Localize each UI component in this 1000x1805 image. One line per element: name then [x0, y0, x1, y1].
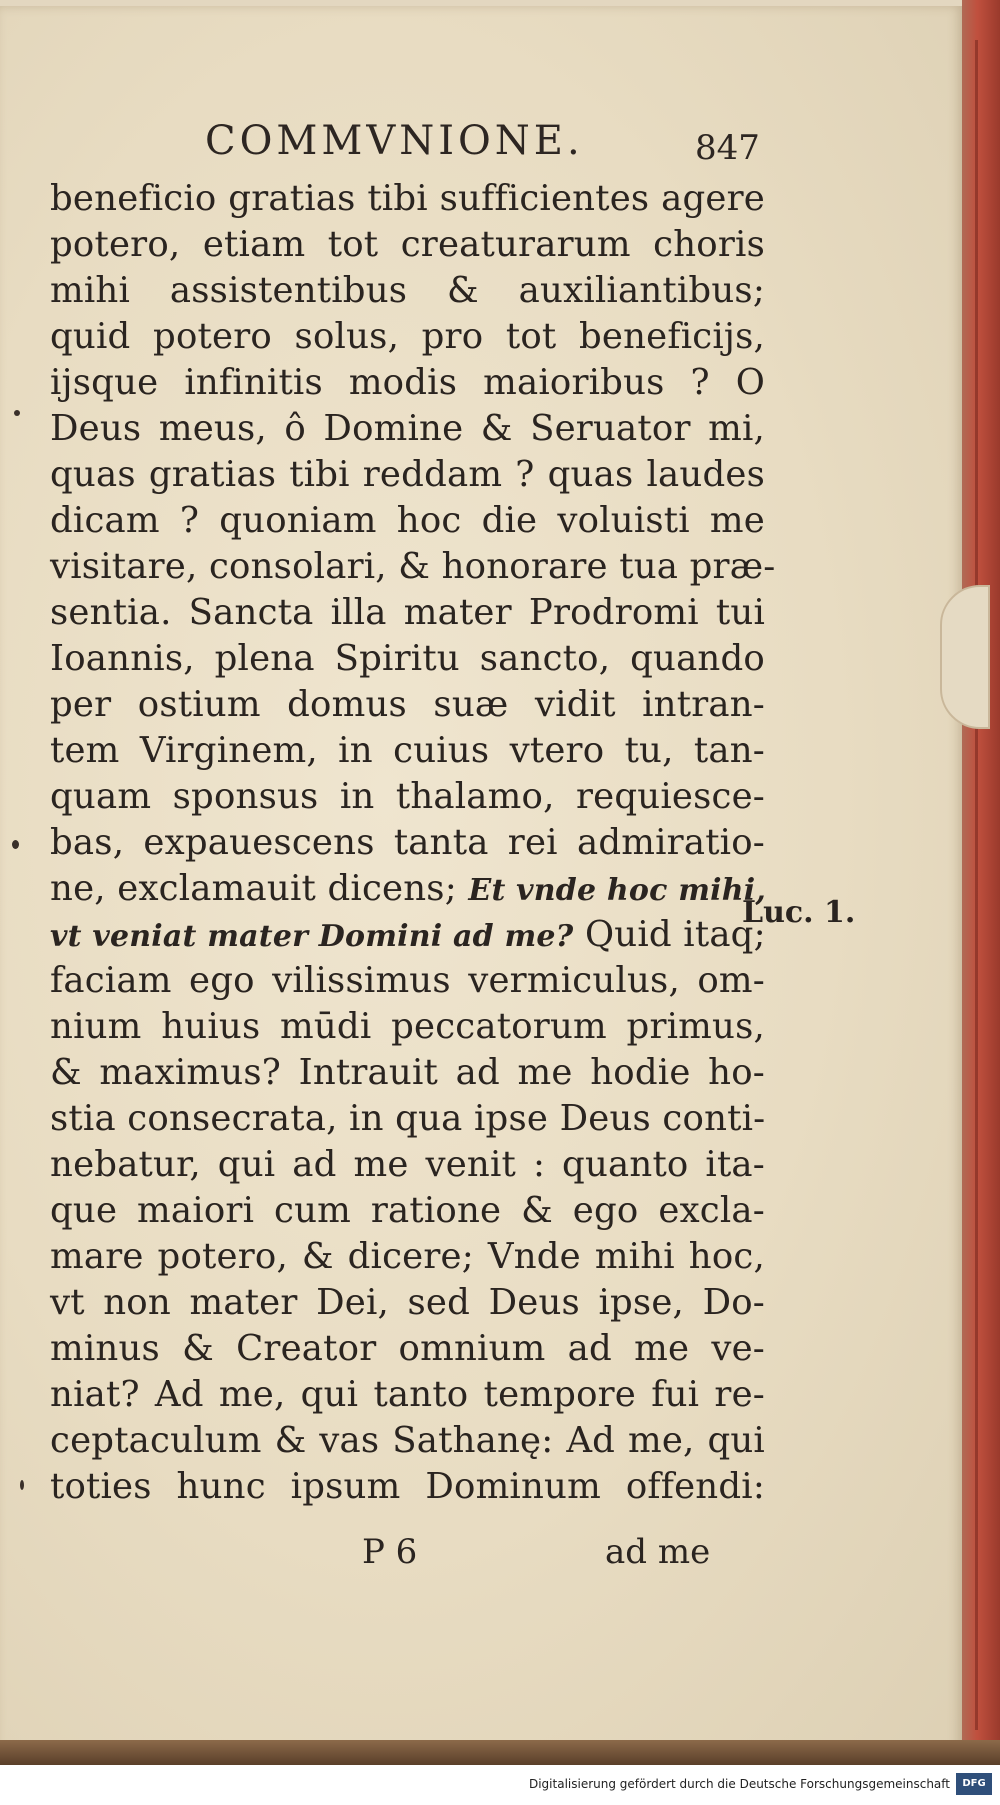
text-segment: ne, exclamauit dicens;: [50, 868, 457, 909]
text-line: mihi assistentibus & auxiliantibus;: [50, 270, 765, 311]
text-line: faciam ego vilissimus vermiculus, om-: [50, 960, 765, 1001]
body-text: [50, 176, 776, 1510]
text-line: que maiori cum ratione & ego excla-: [50, 1190, 765, 1231]
ink-speck: [14, 410, 20, 416]
scripture-quote: Et vnde hoc mihi,: [468, 873, 767, 908]
text-line: niat? Ad me, qui tanto tempore fui re-: [50, 1374, 765, 1415]
scripture-quote: vt veniat mater Domini ad me?: [50, 919, 574, 954]
text-line: stia consecrata, in qua ipse Deus conti-: [50, 1098, 766, 1139]
text-line: nium huius mūdi peccatorum primus,: [50, 1006, 765, 1047]
text-line: beneficio gratias tibi sufficientes agere: [50, 178, 765, 219]
text-line: quas gratias tibi reddam ? quas laudes: [50, 454, 765, 495]
paper-tab: [940, 585, 990, 729]
signature-mark: P 6: [362, 1532, 418, 1572]
text-line: per ostium domus suæ vidit intran-: [50, 684, 765, 725]
bottom-edge: [0, 1740, 1000, 1765]
catchword: ad me: [605, 1532, 711, 1572]
text-line: dicam ? quoniam hoc die voluisti me: [50, 500, 765, 541]
text-line: tem Virginem, in cuius vtero tu, tan-: [50, 730, 765, 771]
text-line: ijsque infinitis modis maioribus ? O: [50, 362, 765, 403]
credit-bar: [0, 1765, 1000, 1805]
running-head: COMMVNIONE.: [205, 118, 584, 164]
page-number: 847: [695, 128, 760, 168]
text-line: bas, expauescens tanta rei admiratio-: [50, 822, 765, 863]
text-line: ceptaculum & vas Sathanę: Ad me, qui: [50, 1420, 765, 1461]
book-edge-line: [975, 40, 978, 1730]
text-line: vt non mater Dei, sed Deus ipse, Do-: [50, 1282, 765, 1323]
text-line: visitare, consolari, & honorare tua præ-: [50, 546, 776, 587]
text-line: toties hunc ipsum Dominum offendi:: [50, 1466, 765, 1507]
credit-text: Digitalisierung gefördert durch die Deutsche Forschungsgemeinschaft: [528, 1777, 950, 1791]
text-line: nebatur, qui ad me venit : quanto ita-: [50, 1144, 765, 1185]
book-edge: [962, 0, 1000, 1765]
text-line: mare potero, & dicere; Vnde mihi hoc,: [50, 1236, 765, 1277]
text-line: quam sponsus in thalamo, requiesce-: [50, 776, 765, 817]
ink-speck: [20, 1480, 24, 1490]
text-line: Ioannis, plena Spiritu sancto, quando: [50, 638, 765, 679]
dfg-logo: DFG: [956, 1773, 992, 1795]
text-line: & maximus? Intrauit ad me hodie ho-: [50, 1052, 765, 1093]
margin-note: Luc. 1.: [742, 895, 856, 930]
text-line: Deus meus, ô Domine & Seruator mi,: [50, 408, 765, 449]
text-line: sentia. Sancta illa mater Prodromi tui: [50, 592, 765, 633]
text-line: potero, etiam tot creaturarum choris: [50, 224, 765, 265]
ink-speck: [12, 840, 19, 849]
text-line: quid potero solus, pro tot beneficijs,: [50, 316, 765, 357]
text-line: [50, 912, 765, 958]
text-line: minus & Creator omnium ad me ve-: [50, 1328, 765, 1369]
text-segment: Quid itaq;: [584, 914, 766, 955]
text-line: [50, 866, 765, 912]
